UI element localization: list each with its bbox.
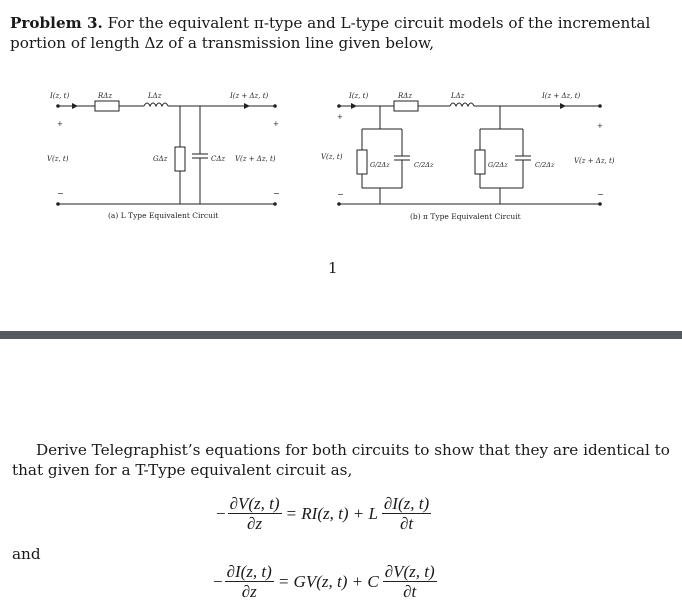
problem-label: Problem 3. (10, 14, 103, 32)
terminal-left-top (56, 104, 60, 108)
eq2-rhs-denominator: ∂t (403, 582, 417, 601)
label-i-out: I(z + Δz, t) (542, 92, 581, 100)
label-plus-right: + (273, 120, 279, 128)
terminal-left-top (337, 104, 341, 108)
problem-statement (10, 13, 675, 53)
l-type-caption: (a) L Type Equivalent Circuit (108, 211, 219, 220)
eq2-lhs-numerator: ∂I(z, t) (226, 562, 272, 581)
page-divider (0, 331, 682, 339)
and-word: and (12, 545, 41, 563)
terminal-right-top (598, 104, 602, 108)
label-c-half-right: C/2Δz (535, 161, 555, 169)
eq1-rhs-fraction (382, 494, 431, 533)
label-c: CΔz (211, 155, 226, 163)
label-v-out: V(z + Δz, t) (235, 155, 276, 163)
label-i-in: I(z, t) (50, 92, 70, 100)
current-arrow-out (560, 103, 566, 109)
label-r: RΔz (398, 92, 413, 100)
eq2-minus: − (213, 571, 223, 591)
eq1-lhs-fraction (228, 494, 282, 533)
eq2-rhs-numerator: ∂V(z, t) (384, 562, 435, 581)
terminal-left-bottom (56, 202, 60, 206)
problem-text: For the equivalent π-type and L-type circuit models of the incremental portion of length Δz of a transmission line given below, (10, 14, 651, 52)
label-plus-right: + (597, 122, 603, 130)
label-minus-right: − (273, 189, 280, 198)
current-arrow-out (244, 103, 250, 109)
pi-type-circuit (310, 85, 670, 230)
label-v-in: V(z, t) (47, 155, 69, 163)
label-l: LΔz (451, 92, 465, 100)
label-minus-right: − (597, 190, 604, 199)
terminal-right-bottom (273, 202, 277, 206)
label-plus-left: + (337, 113, 343, 121)
eq2-rhs-fraction (383, 562, 437, 601)
label-l: LΔz (148, 92, 162, 100)
equation-1 (216, 494, 433, 533)
eq1-middle: = RI(z, t) + L (285, 503, 378, 523)
current-arrow-in (72, 103, 78, 109)
label-g-half-right: G/2Δz (488, 161, 508, 169)
eq2-lhs-fraction (225, 562, 274, 601)
label-r: RΔz (98, 92, 113, 100)
label-minus-left: − (337, 190, 344, 199)
current-arrow-in (351, 103, 357, 109)
eq2-middle: = GV(z, t) + C (277, 571, 379, 591)
eq2-lhs-denominator: ∂z (241, 582, 257, 601)
label-g-half-left: G/2Δz (370, 161, 390, 169)
l-type-circuit (30, 85, 290, 230)
eq1-lhs-denominator: ∂z (247, 514, 263, 533)
label-minus-left: − (57, 189, 64, 198)
eq1-minus: − (216, 503, 226, 523)
label-v-out: V(z + Δz, t) (574, 157, 615, 165)
terminal-left-bottom (337, 202, 341, 206)
label-g: GΔz (153, 155, 168, 163)
label-i-in: I(z, t) (349, 92, 369, 100)
pi-type-caption: (b) π Type Equivalent Circuit (410, 212, 521, 221)
label-v-in: V(z, t) (321, 153, 343, 161)
eq1-rhs-numerator: ∂I(z, t) (383, 494, 430, 513)
equation-2 (213, 562, 439, 601)
derive-statement: Derive Telegraphist’s equations for both circuits to show that they are identical to that given for a T-Type equivalent circuit as, (12, 441, 670, 479)
label-plus-left: + (57, 120, 63, 128)
terminal-right-bottom (598, 202, 602, 206)
page-number: 1 (328, 259, 338, 277)
label-c-half-left: C/2Δz (414, 161, 434, 169)
eq1-lhs-numerator: ∂V(z, t) (229, 494, 280, 513)
label-i-out: I(z + Δz, t) (230, 92, 269, 100)
eq1-rhs-denominator: ∂t (399, 514, 414, 533)
terminal-right-top (273, 104, 277, 108)
